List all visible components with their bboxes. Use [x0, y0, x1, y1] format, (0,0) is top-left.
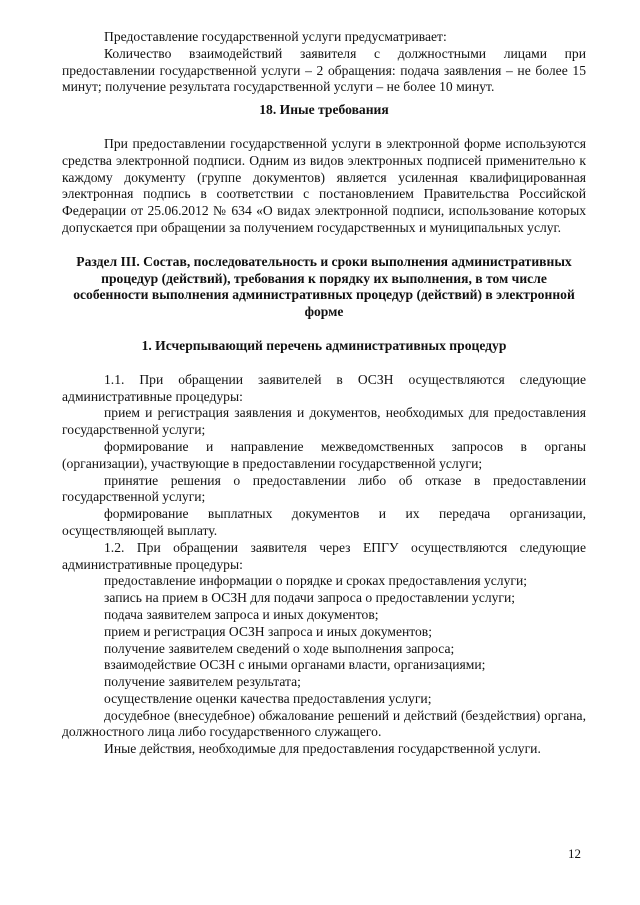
- section-3-heading: Раздел III. Состав, последовательность и сроки выполнения административных процедур (действий), требования к порядку их выполнения, в том числе особенности выполнения административных процедур (действий) в электронной форме: [73, 253, 575, 320]
- list-item: формирование выплатных документов и их передача организации, осуществляющей выплату.: [62, 506, 586, 538]
- list-item: запись на прием в ОСЗН для подачи запроса о предоставлении услуги;: [104, 590, 516, 606]
- item-1-2-intro: 1.2. При обращении заявителя через ЕПГУ осуществляются следующие административные процедуры:: [62, 539, 586, 572]
- item-1-1-intro: 1.1. При обращении заявителей в ОСЗН осуществляются следующие административные процедуры:: [62, 371, 586, 404]
- list-item: досудебное (внесудебное) обжалование решений и действий (бездействия) органа, должностного лица либо государственного служащего.: [62, 707, 586, 740]
- document-body: [62, 29, 586, 758]
- heading-1: 1. Исчерпывающий перечень административных процедур: [141, 337, 507, 353]
- page-number: 12: [568, 846, 581, 861]
- interactions-paragraph: Количество взаимодействий заявителя с должностными лицами при предоставлении государственной услуги – 2 обращения: подача заявления – не более 15 минут; получение результата государственной услуги – не более 10 минут.: [62, 45, 586, 95]
- intro-paragraph: Предоставление государственной услуги предусматривает:: [104, 29, 447, 44]
- heading-18: 18. Иные требования: [259, 102, 389, 118]
- list-item: прием и регистрация заявления и документов, необходимых для предоставления государственной услуги;: [62, 405, 586, 438]
- list-item: прием и регистрация ОСЗН запроса и иных документов;: [104, 623, 433, 639]
- list-item: получение заявителем результата;: [104, 674, 301, 690]
- list-item: формирование и направление межведомственных запросов в органы (организации), участвующие в предоставлении государственной услуги;: [62, 438, 586, 471]
- list-item: взаимодействие ОСЗН с иными органами власти, организациями;: [104, 657, 486, 673]
- closing-paragraph: Иные действия, необходимые для предоставления государственной услуги.: [104, 741, 541, 757]
- list-item: получение заявителем сведений о ходе выполнения запроса;: [104, 640, 455, 656]
- list-item: осуществление оценки качества предоставления услуги;: [104, 690, 432, 706]
- list-item: принятие решения о предоставлении либо об отказе в предоставлении государственной услуги;: [62, 472, 586, 505]
- list-item: подача заявителем запроса и иных документов;: [104, 606, 379, 622]
- list-item: предоставление информации о порядке и сроках предоставления услуги;: [104, 573, 528, 589]
- e-signature-paragraph: При предоставлении государственной услуги в электронной форме используются средства электронной подписи. Одним из видов электронных подписей применительно к каждому документу (группе документов) является усиленная квалифицированная электронная подпись в соответствии с постановлением Правительства Российской Федерации от 25.06.2012 № 634 «О видах электронной подписи, использование которых допускается при обращении за получением государственных и муниципальных услуг.: [62, 135, 586, 235]
